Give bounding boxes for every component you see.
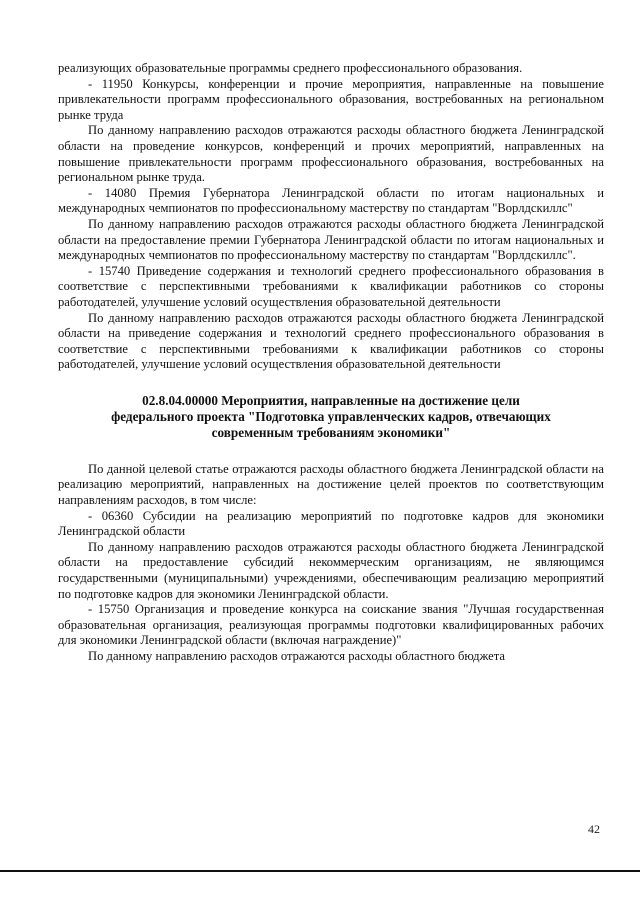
paragraph-item-15740: - 15740 Приведение содержания и технологий среднего профессионального образования в соответствие с перспективными требованиями к квалификации работников со стороны работодателей, улучшение условий осуществления образовательной деятельности	[58, 263, 604, 309]
paragraph-item-15750: - 15750 Организация и проведение конкурса на соискание звания "Лучшая государственная образовательная организация, реализующая программы подготовки квалифицированных рабочих для экономики Ленинградской области (включая награждение)"	[58, 602, 604, 648]
paragraph-description-15750: По данному направлению расходов отражаются расходы областного бюджета	[88, 649, 505, 663]
section-heading-line: 02.8.04.00000 Мероприятия, направленные на достижение цели	[142, 392, 520, 408]
paragraph-continuation: реализующих образовательные программы среднего профессионального образования.	[58, 61, 523, 75]
paragraph-description-06360: По данному направлению расходов отражаются расходы областного бюджета Ленинградской области на предоставление субсидий некоммерческим организациям, не являющимся государственными (муниципальными) учреждениями, обеспечивающим реализацию мероприятий по подготовке кадров для экономики Ленинградской области.	[58, 539, 604, 601]
page-bottom-rule	[0, 870, 640, 872]
section-heading-line: федерального проекта "Подготовка управленческих кадров, отвечающих	[111, 408, 551, 424]
paragraph-item-11950: - 11950 Конкурсы, конференции и прочие мероприятия, направленные на повышение привлекательности программ профессионального образования, востребованных на региональном рынке труда	[58, 76, 604, 122]
paragraph-item-14080: - 14080 Премия Губернатора Ленинградской области по итогам национальных и международных чемпионатов по профессиональному мастерству по стандартам "Ворлдскиллс"	[58, 185, 604, 216]
page-number: 42	[588, 822, 600, 836]
document-body	[58, 61, 604, 665]
paragraph-description-14080: По данному направлению расходов отражаются расходы областного бюджета Ленинградской области на предоставление премии Губернатора Ленинградской области по итогам национальных и международных чемпионатов по профессиональному мастерству по стандартам "Ворлдскиллс".	[58, 216, 604, 263]
paragraph-item-06360: - 06360 Субсидии на реализацию мероприятий по подготовке кадров для экономики Ленинградской области	[58, 508, 604, 539]
paragraph-section-intro: По данной целевой статье отражаются расходы областного бюджета Ленинградской области на реализацию мероприятий, направленных на достижение целей проектов по соответствующим направлениям расходов, в том числе:	[58, 461, 604, 508]
paragraph-description-11950: По данному направлению расходов отражаются расходы областного бюджета Ленинградской области на проведение конкурсов, конференций и прочих мероприятий, направленных на повышение привлекательности программ профессионального образования, востребованных на региональном рынке труда.	[58, 123, 604, 185]
section-heading	[58, 393, 604, 441]
section-heading-line: современным требованиям экономики"	[211, 424, 451, 440]
paragraph-description-15740: По данному направлению расходов отражаются расходы областного бюджета Ленинградской области на приведение содержания и технологий среднего профессионального образования в соответствие с перспективными требованиями к квалификации работников со стороны работодателей, улучшение условий осуществления образовательной деятельности	[58, 310, 604, 372]
